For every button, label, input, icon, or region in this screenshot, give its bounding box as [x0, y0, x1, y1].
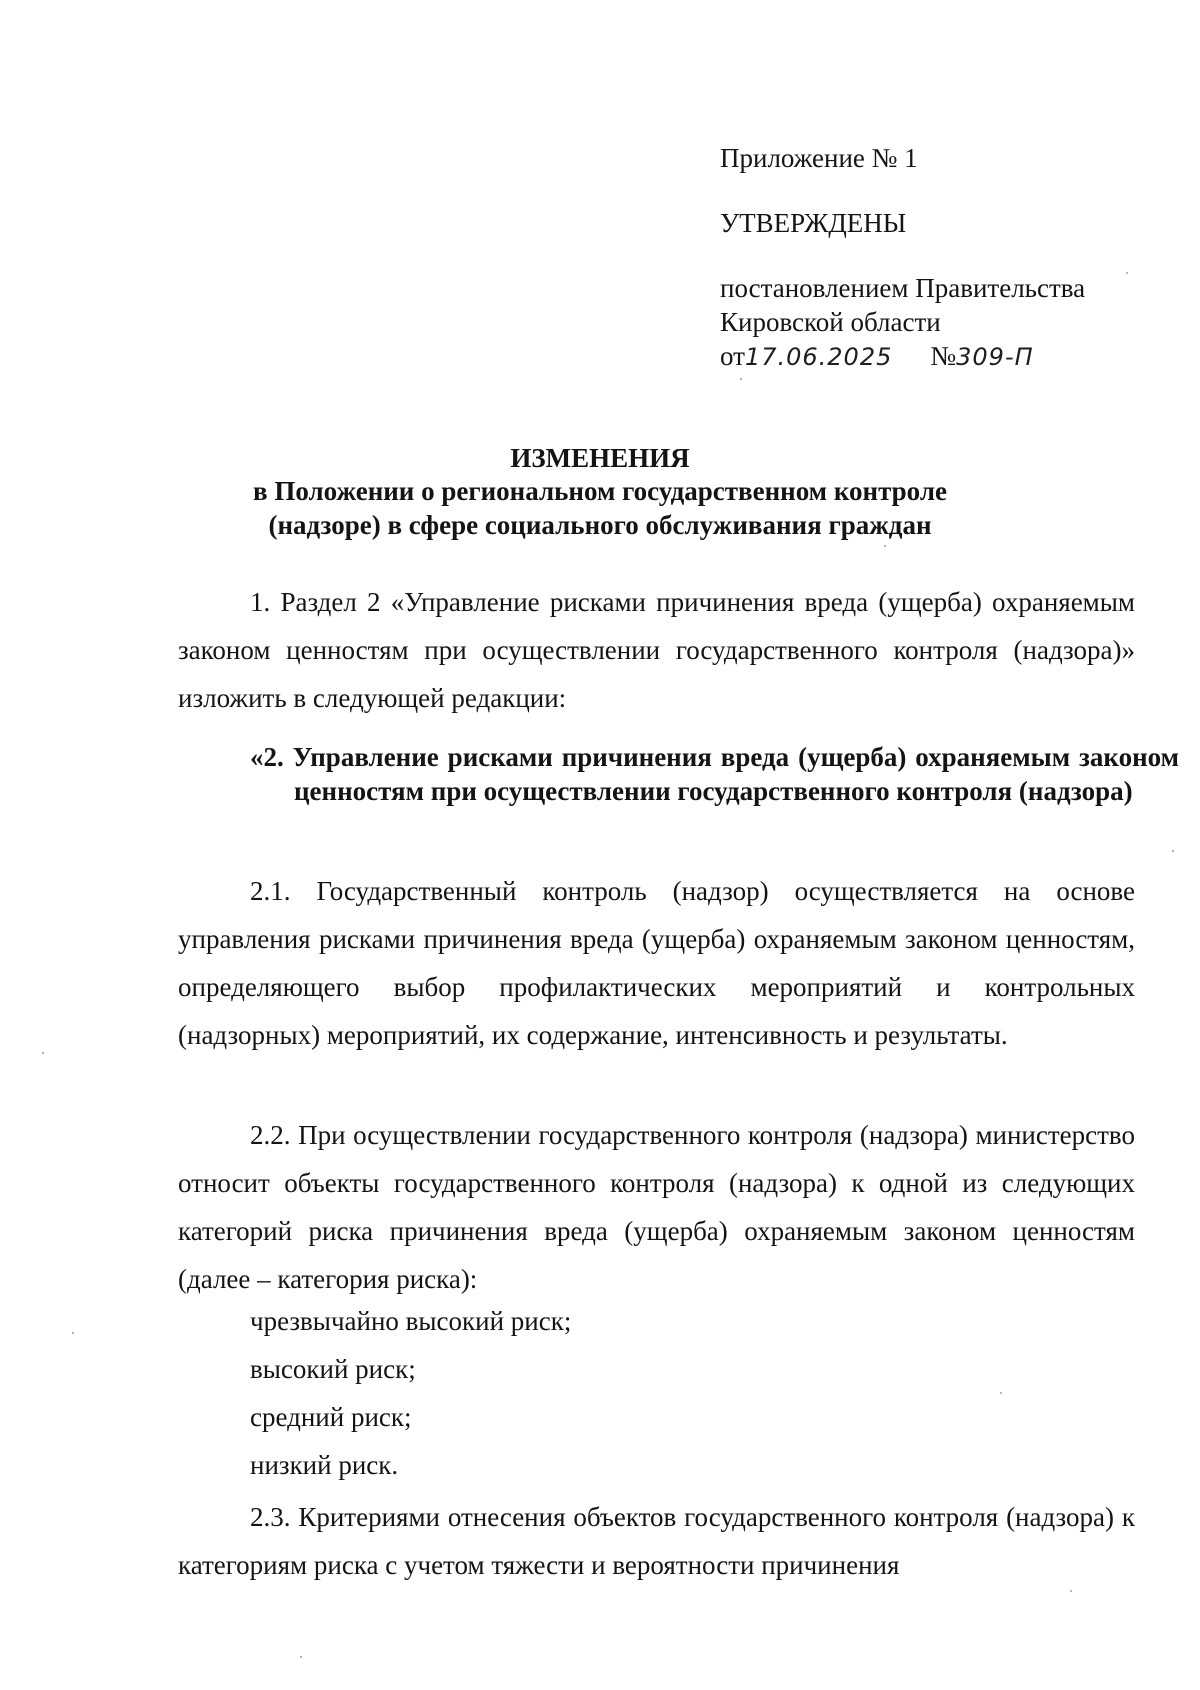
- risk-item-high: высокий риск;: [250, 1354, 416, 1384]
- section-heading: «2. Управление рисками причинения вреда (ущерба) охраняемым законом ценностям при осуществлении государственного контроля (надзора): [250, 742, 1179, 806]
- paragraph-1: 1. Раздел 2 «Управление рисками причинения вреда (ущерба) охраняемым законом ценностям при осуществлении государственного контроля (надзора)» изложить в следующей редакции:: [178, 587, 1135, 713]
- scan-speck: [1000, 1392, 1002, 1394]
- scan-speck: [300, 1656, 302, 1658]
- document-subtitle-line-2: (надзоре) в сфере социального обслуживания граждан: [268, 510, 932, 540]
- handwritten-date: 17.06.2025: [744, 343, 893, 371]
- number-prefix: №: [930, 341, 957, 371]
- scan-speck: [740, 378, 742, 380]
- scan-speck: [1070, 1590, 1072, 1592]
- document-subtitle-line-1: в Положении о региональном государственном контроле: [253, 476, 947, 506]
- paragraph-2-3: 2.3. Критериями отнесения объектов государственного контроля (надзора) к категориям риска с учетом тяжести и вероятности причинения: [178, 1502, 1135, 1580]
- risk-item-extremely-high: чрезвычайно высокий риск;: [250, 1306, 572, 1336]
- scan-speck: [42, 1052, 44, 1054]
- document-title: ИЗМЕНЕНИЯ: [510, 443, 690, 473]
- risk-item-medium: средний риск;: [250, 1402, 412, 1432]
- scan-speck: [1126, 272, 1128, 274]
- decree-date-line: [720, 338, 1034, 375]
- scan-speck: [1172, 850, 1174, 852]
- decree-line-2: Кировской области: [720, 307, 941, 337]
- approved-label: УТВЕРЖДЕНЫ: [720, 208, 907, 238]
- handwritten-number: 309-П: [956, 343, 1034, 371]
- paragraph-2-2: 2.2. При осуществлении государственного контроля (надзора) министерство относит объекты государственного контроля (надзора) к одной из следующих категорий риска причинения вреда (ущерба) охраняемым законом ценностям (далее – категория риска):: [178, 1120, 1135, 1294]
- scan-speck: [72, 1332, 74, 1334]
- paragraph-2-1: 2.1. Государственный контроль (надзор) осуществляется на основе управления рисками причинения вреда (ущерба) охраняемым законом ценностям, определяющего выбор профилактических мероприятий и контрольных (надзорных) мероприятий, их содержание, интенсивность и результаты.: [178, 876, 1135, 1050]
- appendix-label: Приложение № 1: [720, 143, 918, 173]
- risk-item-low: низкий риск.: [250, 1450, 399, 1480]
- date-prefix: от: [720, 341, 745, 371]
- scan-speck: [884, 545, 886, 547]
- decree-line-1: постановлением Правительства: [720, 273, 1086, 303]
